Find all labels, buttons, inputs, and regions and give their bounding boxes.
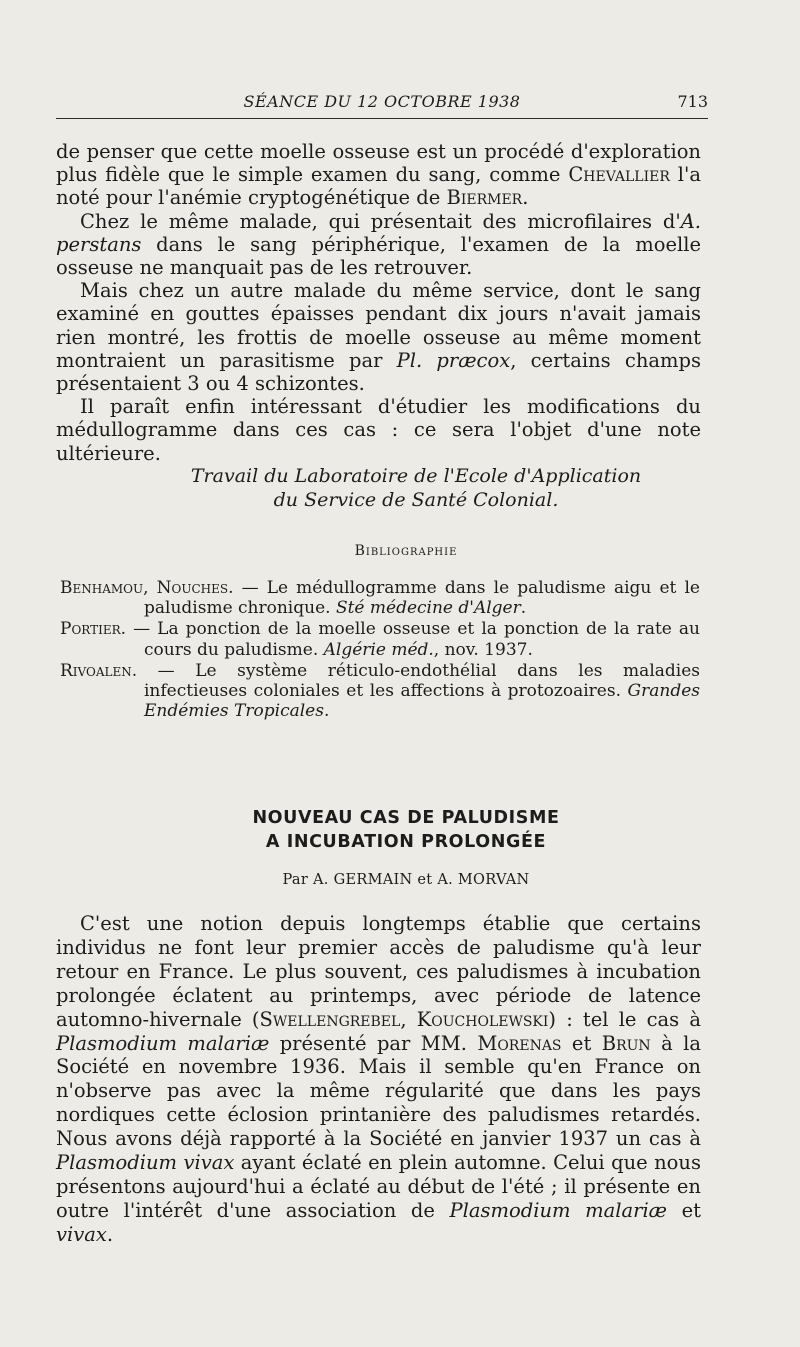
author-name: Chevallier — [568, 163, 670, 187]
credit-line: du Service de Santé Colonial. — [273, 489, 559, 511]
bibliography-entry: Rivoalen. — Le système réticulo-endothélial dans les maladies infectieuses coloniales et les affections à protozoaires. Grandes Endémies Tropicales. — [60, 660, 700, 722]
species-name: Plasmodium malariæ — [56, 1031, 270, 1055]
author-name: Swellengrebel — [259, 1007, 401, 1031]
species-name: Plasmodium vivax — [56, 1151, 235, 1175]
paragraph: Il paraît enfin intéressant d'étudier les modifications du médullogramme dans ces cas : ce sera l'objet d'une note ultérieure. — [56, 395, 701, 465]
species-name: Plasmodium malariæ — [449, 1198, 668, 1222]
author-name: Morenas — [477, 1031, 562, 1055]
bibliography-entry: Benhamou, Nouches. — Le médullogramme dans le paludisme aigu et le paludisme chronique. Sté médecine d'Alger. — [60, 578, 700, 619]
credit-line: Travail du Laboratoire de l'Ecole d'Application — [190, 465, 642, 487]
title-line: NOUVEAU CAS DE PALUDISME — [252, 808, 560, 828]
running-title: SÉANCE DU 12 OCTOBRE 1938 — [243, 92, 521, 111]
author-name: Koucholewski — [416, 1007, 549, 1031]
article-byline: Par A. GERMAIN et A. MORVAN — [282, 872, 530, 888]
species-name: A. perstans — [56, 209, 701, 256]
species-name: vivax — [56, 1222, 107, 1246]
author-name: Brun — [601, 1031, 651, 1055]
paragraph: Mais chez un autre malade du même service, dont le sang examiné en gouttes épaisses pendant dix jours n'avait jamais rien montré, les frottis de moelle osseuse au même moment montraient un parasitisme par Pl. præcox, certains champs présentaient 3 ou 4 schizontes. — [56, 279, 701, 396]
article-title — [56, 806, 756, 854]
paragraph: Chez le même malade, qui présentait des microfilaires d'A. perstans dans le sang périphérique, l'examen de la moelle osseuse ne manquait pas de les retrouver. — [56, 209, 701, 280]
author-name: Biermer — [446, 186, 523, 210]
ref-author: Benhamou, Nouches. — [60, 578, 234, 598]
bibliography-list — [60, 578, 700, 722]
paragraph: C'est une notion depuis longtemps établie que certains individus ne font leur premier accès de paludisme qu'à leur retour en France. Le plus souvent, ces paludismes à incubation prolongée éclatent au printemps, avec période de latence automno-hivernale (Swellengrebel, Koucholewski) : tel le cas à Plasmodium malariæ présenté par MM. Morenas et Brun à la Société en novembre 1936. Mais il semble qu'en France on n'observe pas avec la même régularité que dans les pays nordiques cette éclosion printanière des paludismes retardés. Nous avons déjà rapporté à la Société en janvier 1937 un cas à Plasmodium vivax ayant éclaté en plein automne. Celui que nous présentons aujourd'hui a éclaté au début de l'été ; il présente en outre l'intérêt d'une association de Plasmodium malariæ et vivax. — [56, 912, 701, 1246]
bibliography-heading: Bibliographie — [354, 543, 458, 559]
ref-author: Portier. — [60, 619, 127, 640]
running-header — [56, 92, 708, 119]
title-line: A INCUBATION PROLONGÉE — [265, 832, 547, 852]
ref-source: Grandes Endémies Tropicales — [144, 681, 700, 722]
species-name: Pl. præcox — [396, 348, 511, 372]
ref-author: Rivoalen. — [60, 660, 138, 681]
ref-source: Algérie méd. — [323, 639, 434, 660]
paragraph: de penser que cette moelle osseuse est un procédé d'exploration plus fidèle que le simple examen du sang, comme Chevallier l'a noté pour l'anémie cryptogénétique de Biermer. — [56, 140, 701, 210]
article-body — [56, 912, 701, 1247]
previous-article-conclusion — [56, 140, 701, 465]
ref-source: Sté médecine d'Alger — [335, 598, 521, 619]
laboratory-credit — [56, 464, 776, 512]
bibliography-entry: Portier. — La ponction de la moelle osseuse et la ponction de la rate au cours du paludisme. Algérie méd., nov. 1937. — [60, 619, 700, 660]
page-number: 713 — [677, 92, 708, 111]
